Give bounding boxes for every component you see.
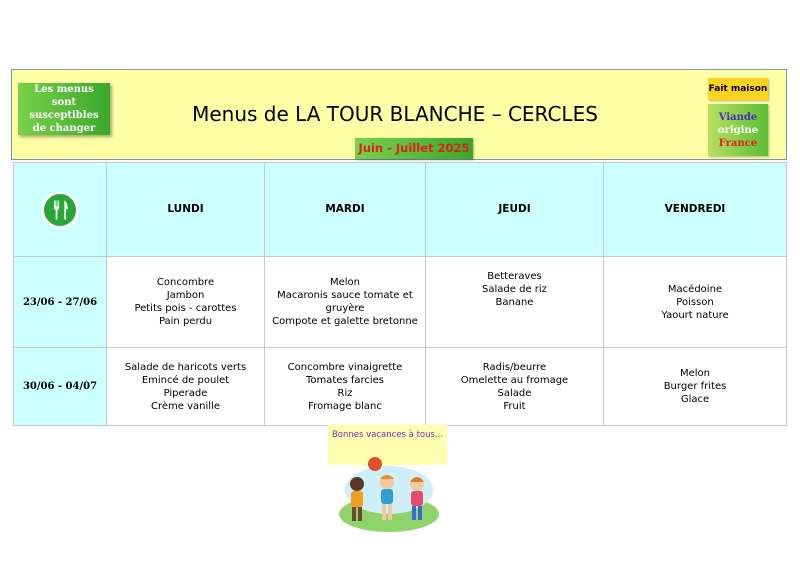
dish: Radis/beurre	[482, 361, 547, 373]
menu-cell	[426, 348, 604, 426]
dish: Macaronis sauce tomate et	[277, 290, 413, 301]
dish: Betteraves	[487, 271, 542, 282]
table-header-row	[14, 163, 787, 257]
dish: Glace	[680, 394, 710, 405]
dish: Macédoine	[667, 283, 723, 295]
kids-playing-illustration	[333, 452, 445, 534]
table-row	[14, 257, 787, 348]
vacances-message: Bonnes vacances à tous...	[331, 430, 444, 440]
dish: Emincé de poulet	[141, 374, 230, 386]
dish: Melon	[679, 368, 710, 379]
day-header: MARDI	[265, 163, 426, 257]
dish: Fromage blanc	[308, 400, 382, 412]
dish: Burger frites	[663, 381, 727, 392]
ball-icon	[368, 457, 382, 471]
dish: Crème vanille	[151, 400, 220, 412]
viande-line: origine	[717, 124, 759, 136]
dish: Petits pois - carottes	[134, 303, 237, 314]
week-label: 30/06 - 04/07	[14, 348, 107, 426]
notice-line: de changer	[32, 123, 96, 134]
week-label: 23/06 - 27/06	[14, 257, 107, 348]
period-badge: Juin - Juillet 2025	[355, 138, 473, 159]
menu-table	[13, 162, 787, 426]
menu-cell	[426, 257, 604, 348]
dish: Fruit	[503, 400, 526, 412]
dish: Banane	[495, 297, 534, 308]
cutlery-icon	[41, 191, 79, 229]
dish: Poisson	[676, 296, 714, 308]
viande-line: Viande	[718, 111, 758, 123]
dish: Riz	[337, 387, 353, 399]
dish: Concombre vinaigrette	[287, 361, 403, 373]
menu-cell	[604, 257, 787, 348]
menu-cell	[604, 348, 787, 426]
menu-cell	[265, 257, 426, 348]
day-header: VENDREDI	[604, 163, 787, 257]
dish: Tomates farcies	[305, 374, 385, 386]
viande-origine-badge	[708, 104, 768, 156]
viande-line: France	[718, 137, 758, 149]
page-title: Menus de LA TOUR BLANCHE – CERCLES	[192, 102, 598, 126]
dish: gruyère	[325, 303, 365, 314]
dish: Piperade	[163, 387, 208, 399]
dish: Melon	[329, 277, 360, 288]
notice-line: Les menus sont	[34, 84, 94, 108]
day-header: JEUDI	[426, 163, 604, 257]
menu-cell	[107, 348, 265, 426]
dish: Salade	[497, 387, 532, 399]
dish: Yaourt nature	[661, 309, 729, 321]
menu-cell	[265, 348, 426, 426]
icon-cell	[14, 163, 107, 257]
dish: Salade de riz	[482, 284, 547, 295]
dish: Jambon	[166, 290, 205, 301]
day-header: LUNDI	[107, 163, 265, 257]
dish: Concombre	[156, 277, 215, 288]
dish: Salade de haricots verts	[124, 361, 247, 373]
dish: Compote et galette bretonne	[272, 316, 418, 327]
menu-cell	[107, 257, 265, 348]
dish: Omelette au fromage	[460, 374, 569, 386]
table-row	[14, 348, 787, 426]
notice-line: susceptibles	[29, 110, 99, 121]
dish: Pain perdu	[158, 316, 213, 327]
fait-maison-badge: Fait maison	[708, 78, 768, 100]
notice-box	[18, 83, 110, 135]
